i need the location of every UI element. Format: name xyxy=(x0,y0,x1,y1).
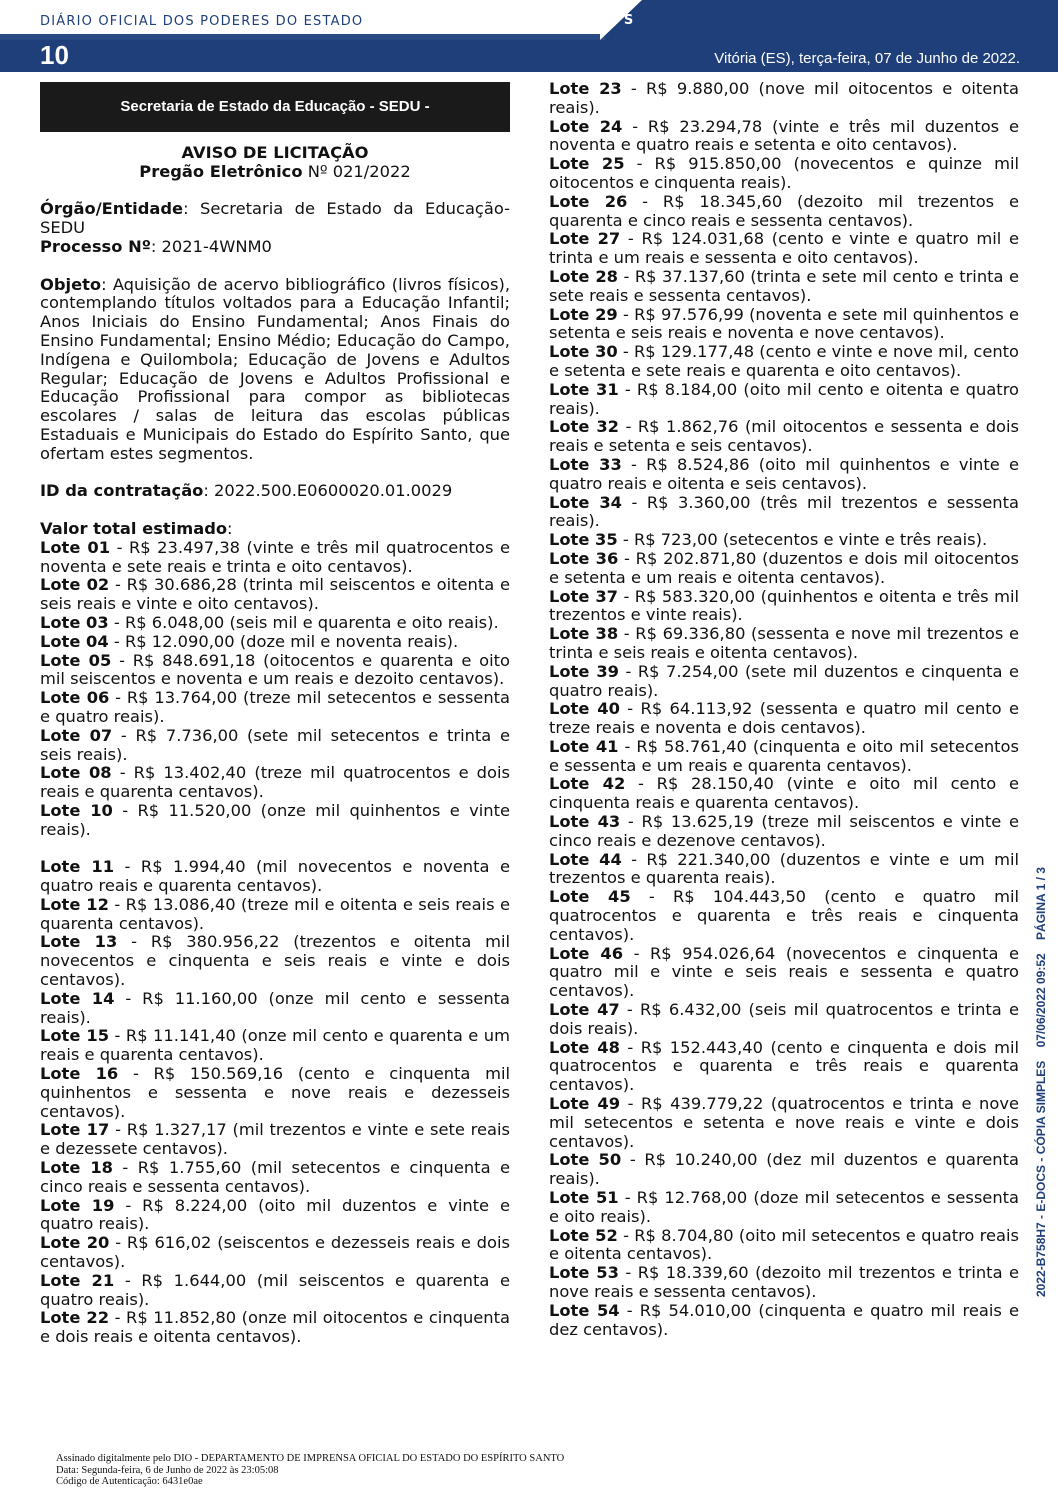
valor-total-label: Valor total estimado: xyxy=(40,518,233,538)
orgao-entidade: Órgão/Entidade: Secretaria de Estado da Educação-SEDU xyxy=(40,199,510,238)
lot-item: Lote 10 - R$ 11.520,00 (onze mil quinhentos e vinte reais). xyxy=(40,800,510,839)
lot-item: Lote 23 - R$ 9.880,00 (nove mil oitocentos e oitenta reais). xyxy=(549,79,1019,117)
page-number: 10 xyxy=(40,40,69,70)
lot-item: Lote 14 - R$ 11.160,00 (onze mil cento e sessenta reais). xyxy=(40,988,510,1027)
objeto: Objeto: Aquisição de acervo bibliográfico (livros físicos), contemplando títulos voltados para a Educação Infantil; Anos Iniciais do Ensino Fundamental; Anos Finais do Ensino Fundamental; Ensino Médio; Educação do Campo, Indígena e Quilombola; Educação de Jovens e Adultos Regular; Educação de Jovens e Adultos Profissional e Educação Profissional para compor as bibliotecas escolares / salas de leitura das escolas públicas Estaduais e Municipais do Estado do Espírito Santo, que ofertam estes segmentos. xyxy=(40,274,510,463)
publication-name: DIÁRIO OFICIAL DOS PODERES DO ESTADO xyxy=(40,14,364,29)
lot-item: Lote 11 - R$ 1.994,40 (mil novecentos e noventa e quatro reais e quarenta centavos). xyxy=(40,857,510,896)
section-name: LICITAÇÕES xyxy=(450,13,645,28)
lot-item: Lote 43 - R$ 13.625,19 (treze mil seiscentos e vinte e cinco reais e dezenove centavos). xyxy=(549,812,1019,850)
lot-list-right xyxy=(549,80,1019,1339)
lot-item: Lote 29 - R$ 97.576,99 (noventa e sete mil quinhentos e setenta e seis reais e noventa e nove centavos). xyxy=(549,304,1019,343)
section-tab xyxy=(605,0,1058,40)
lot-item: Lote 45 - R$ 104.443,50 (cento e quatro mil quatrocentos e quarenta e três reais e cinquenta centavos). xyxy=(549,887,1019,944)
lot-item: Lote 46 - R$ 954.026,64 (novecentos e cinquenta e quatro mil e vinte e seis reais e sessenta e quatro centavos). xyxy=(549,943,1019,1001)
lot-item: Lote 25 - R$ 915.850,00 (novecentos e quinze mil oitocentos e cinquenta reais). xyxy=(549,154,1019,192)
lot-item: Lote 52 - R$ 8.704,80 (oito mil setecentos e quatro reais e oitenta centavos). xyxy=(549,1225,1019,1264)
lot-item: Lote 16 - R$ 150.569,16 (cento e cinquenta mil quinhentos e sessenta e nove reais e dezesseis centavos). xyxy=(40,1064,510,1121)
lot-item: Lote 31 - R$ 8.184,00 (oito mil cento e oitenta e quatro reais). xyxy=(549,379,1019,418)
lot-item: Lote 04 - R$ 12.090,00 (doze mil e noventa reais). xyxy=(40,631,459,651)
lot-item: Lote 06 - R$ 13.764,00 (treze mil setecentos e sessenta e quatro reais). xyxy=(40,688,511,726)
lot-item: Lote 13 - R$ 380.956,22 (trezentos e oitenta mil novecentos e cinquenta e seis reais e vinte e dois centavos). xyxy=(40,932,510,990)
processo: Processo Nº: 2021-4WNM0 xyxy=(40,236,272,256)
footer-line-date: Data: Segunda-feira, 6 de Junho de 2022 às 23:05:08 xyxy=(56,1464,279,1476)
lot-item: Lote 18 - R$ 1.755,60 (mil setecentos e cinquenta e cinco reais e sessenta centavos). xyxy=(40,1158,510,1196)
id-contratacao: ID da contratação: 2022.500.E0600020.01.0029 xyxy=(40,481,453,501)
lot-item: Lote 51 - R$ 12.768,00 (doze mil setecentos e sessenta e oito reais). xyxy=(549,1188,1019,1226)
lot-item: Lote 44 - R$ 221.340,00 (duzentos e vinte e um mil trezentos e quarenta reais). xyxy=(549,849,1019,888)
left-column xyxy=(40,82,510,1347)
lot-list-left-a xyxy=(40,539,510,840)
lot-item: Lote 03 - R$ 6.048,00 (seis mil e quarenta e oito reais). xyxy=(40,612,499,632)
lot-item: Lote 40 - R$ 64.113,92 (sessenta e quatro mil cento e treze reais e noventa e dois centavos). xyxy=(549,699,1019,738)
lot-item: Lote 07 - R$ 7.736,00 (sete mil setecentos e trinta e seis reais). xyxy=(40,725,510,764)
lot-item: Lote 38 - R$ 69.336,80 (sessenta e nove mil trezentos e trinta e seis reais e oitenta centavos). xyxy=(549,624,1019,662)
lot-item: Lote 34 - R$ 3.360,00 (três mil trezentos e sessenta reais). xyxy=(549,492,1019,531)
lot-item: Lote 01 - R$ 23.497,38 (vinte e três mil quatrocentos e noventa e sete reais e trinta e oito centavos). xyxy=(40,537,510,576)
lot-item: Lote 53 - R$ 18.339,60 (dezoito mil trezentos e trinta e nove reais e sessenta centavos). xyxy=(549,1263,1019,1301)
lot-item: Lote 36 - R$ 202.871,80 (duzentos e dois mil oitocentos e setenta e um reais e oitenta centavos). xyxy=(549,548,1019,587)
lot-item: Lote 24 - R$ 23.294,78 (vinte e três mil duzentos e noventa e quatro reais e setenta e oito centavos). xyxy=(549,116,1019,155)
lot-item: Lote 21 - R$ 1.644,00 (mil seiscentos e quarenta e quatro reais). xyxy=(40,1270,510,1309)
lot-item: Lote 35 - R$ 723,00 (setecentos e vinte e três reais). xyxy=(549,530,988,550)
lot-item: Lote 17 - R$ 1.327,17 (mil trezentos e vinte e sete reais e dezessete centavos). xyxy=(40,1120,511,1159)
lot-item: Lote 22 - R$ 11.852,80 (onze mil oitocentos e cinquenta e dois reais e oitenta centavos). xyxy=(40,1308,510,1347)
notice-title: AVISO DE LICITAÇÃO xyxy=(181,143,369,162)
notice-subtitle: Pregão Eletrônico Nº 021/2022 xyxy=(139,161,411,181)
lot-item: Lote 50 - R$ 10.240,00 (dez mil duzentos e quarenta reais). xyxy=(549,1150,1019,1189)
lot-item: Lote 32 - R$ 1.862,76 (mil oitocentos e sessenta e dois reais e setenta e seis centavos). xyxy=(549,417,1019,456)
right-column xyxy=(549,80,1019,1339)
footer-line-auth: Código de Autenticação: 6431e0ae xyxy=(56,1476,203,1487)
lot-item: Lote 20 - R$ 616,02 (seiscentos e dezesseis reais e dois centavos). xyxy=(40,1233,510,1272)
lot-item: Lote 42 - R$ 28.150,40 (vinte e oito mil cento e cinquenta reais e quarenta centavos). xyxy=(549,774,1019,813)
lot-item: Lote 26 - R$ 18.345,60 (dezoito mil trezentos e quarenta e cinco reais e sessenta centavos). xyxy=(549,191,1019,230)
lot-item: Lote 37 - R$ 583.320,00 (quinhentos e oitenta e três mil trezentos e vinte reais). xyxy=(549,586,1019,625)
lot-item: Lote 48 - R$ 152.443,40 (cento e cinquenta e dois mil quatrocentos e quarenta e três reais e quarenta centavos). xyxy=(549,1037,1019,1095)
lot-item: Lote 49 - R$ 439.779,22 (quatrocentos e trinta e nove mil setecentos e setenta e nove reais e vinte e dois centavos). xyxy=(549,1094,1019,1151)
footer-line-signed: Assinado digitalmente pelo DIO - DEPARTAMENTO DE IMPRENSA OFICIAL DO ESTADO DO ESPÍRITO SANTO xyxy=(56,1453,565,1464)
lot-item: Lote 39 - R$ 7.254,00 (sete mil duzentos e cinquenta e quatro reais). xyxy=(549,661,1019,700)
lot-item: Lote 30 - R$ 129.177,48 (cento e vinte e nove mil, cento e setenta e sete reais e quarenta e oito centavos). xyxy=(549,342,1019,380)
lot-item: Lote 08 - R$ 13.402,40 (treze mil quatrocentos e dois reais e quarenta centavos). xyxy=(40,763,510,802)
lot-item: Lote 27 - R$ 124.031,68 (cento e vinte e quatro mil e trinta e um reais e sessenta e oito centavos). xyxy=(549,229,1019,268)
agency-box: Secretaria de Estado da Educação - SEDU - xyxy=(40,82,510,132)
lot-item: Lote 41 - R$ 58.761,40 (cinquenta e oito mil setecentos e sessenta e um reais e quarenta centavos). xyxy=(549,736,1019,775)
signature-footer xyxy=(56,1453,564,1488)
lot-item: Lote 28 - R$ 37.137,60 (trinta e sete mil cento e trinta e sete reais e sessenta centavos). xyxy=(549,266,1019,305)
side-stamp: 2022-B758H7 - E-DOCS - CÓPIA SIMPLES 07/06/2022 09:52 PÁGINA 1 / 3 xyxy=(1034,867,1048,1297)
lot-item: Lote 47 - R$ 6.432,00 (seis mil quatrocentos e trinta e dois reais). xyxy=(549,1000,1019,1038)
lot-item: Lote 12 - R$ 13.086,40 (treze mil e oitenta e seis reais e quarenta centavos). xyxy=(40,894,510,933)
issue-date: Vitória (ES), terça-feira, 07 de Junho de 2022. xyxy=(714,50,1020,67)
lot-item: Lote 05 - R$ 848.691,18 (oitocentos e quarenta e oito mil seiscentos e noventa e um reais e dezoito centavos). xyxy=(40,650,510,689)
lot-item: Lote 33 - R$ 8.524,86 (oito mil quinhentos e vinte e quatro reais e oitenta e seis centavos). xyxy=(549,454,1019,493)
lot-item: Lote 15 - R$ 11.141,40 (onze mil cento e quarenta e um reais e quarenta centavos). xyxy=(40,1026,510,1065)
lot-list-left-b xyxy=(40,858,510,1347)
lot-item: Lote 19 - R$ 8.224,00 (oito mil duzentos e vinte e quatro reais). xyxy=(40,1195,510,1234)
lot-item: Lote 02 - R$ 30.686,28 (trinta mil seiscentos e oitenta e seis reais e vinte e oito centavos). xyxy=(40,575,510,614)
lot-item: Lote 54 - R$ 54.010,00 (cinquenta e quatro mil reais e dez centavos). xyxy=(549,1300,1019,1339)
